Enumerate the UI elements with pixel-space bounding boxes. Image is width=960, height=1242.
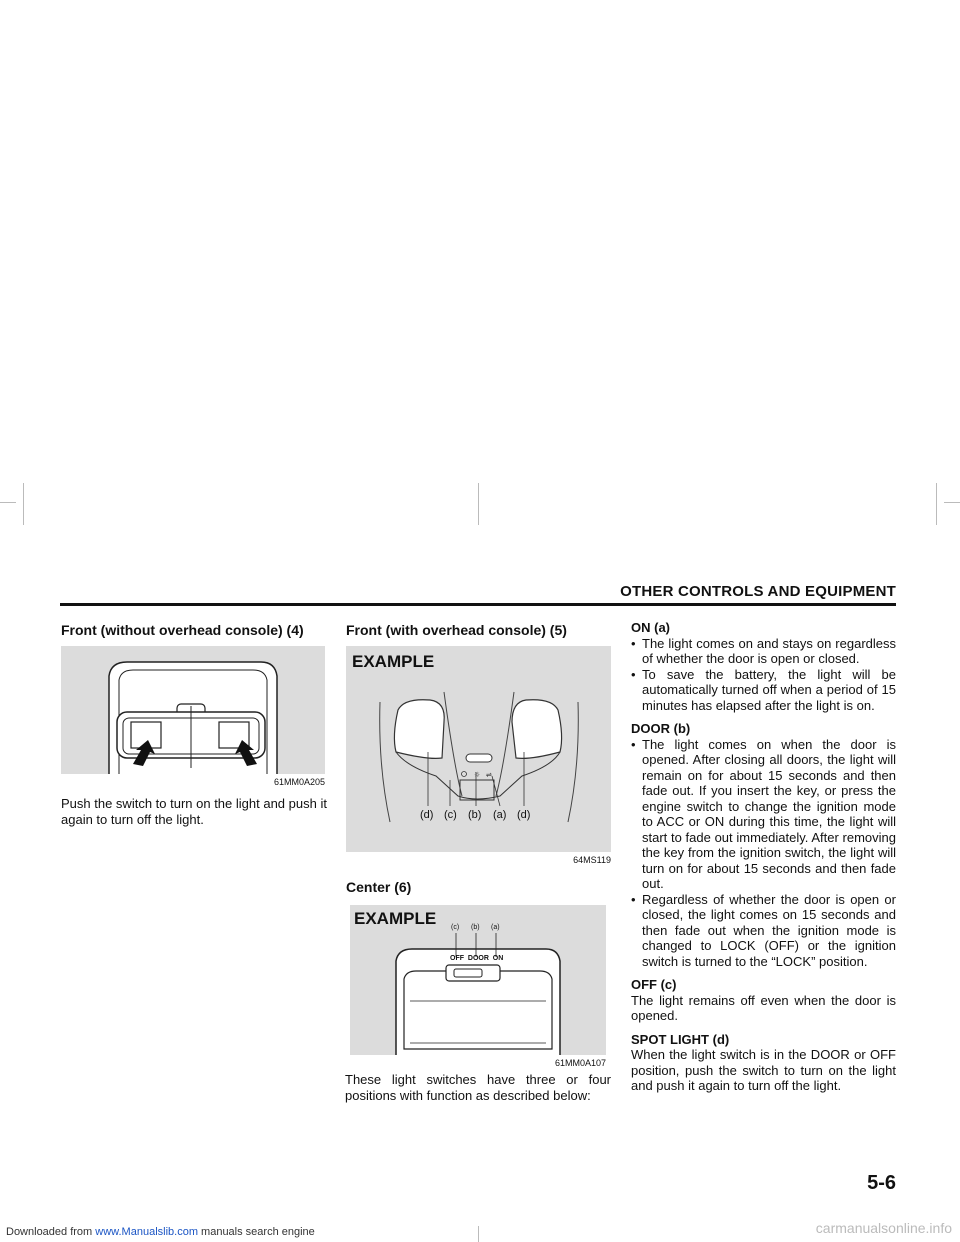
- page-number: 5-6: [867, 1172, 896, 1194]
- col1-heading: Front (without overhead console) (4): [61, 622, 304, 638]
- overhead-console-illustration: [346, 646, 611, 852]
- callout-label-c: (c): [451, 924, 460, 931]
- section-title: OTHER CONTROLS AND EQUIPMENT: [620, 583, 896, 600]
- example-label: EXAMPLE: [354, 909, 437, 928]
- off-title: OFF (c): [631, 977, 677, 992]
- switch-positions-label: OFF DOOR ON: [450, 955, 504, 962]
- footer-suffix: manuals search engine: [197, 1226, 315, 1238]
- watermark: carmanualsonline.info: [815, 1220, 952, 1236]
- center-light-figure: [350, 905, 606, 1055]
- door-title: DOOR (b): [631, 721, 691, 736]
- callout-label-d: (d): [517, 809, 531, 821]
- callout-label-d: (d): [420, 809, 434, 821]
- crop-mark: [0, 502, 16, 503]
- callout-label-a: (a): [493, 809, 507, 821]
- col1-text: Push the switch to turn on the light and push it again to turn off the light.: [61, 796, 327, 827]
- figure-id: 61MM0A107: [554, 1058, 606, 1068]
- list-item: • To save the battery, the light will be automatically turned off when a period of 15 minutes has elapsed after the light is on.: [631, 667, 896, 714]
- svg-text:⇌: ⇌: [486, 771, 492, 779]
- callout-label-b: (b): [471, 924, 480, 931]
- list-item: • The light comes on when the door is opened. After closing all doors, the light will remain on for about 15 seconds and then fade out. If you insert the key, or press the engine switch to change the ignition mode to ACC or ON during this time, the light will start to fade out immediately. After removing the key from the ignition switch, the light will turn on for about 15 seconds and then fade out.: [631, 737, 896, 892]
- callout-label-b: (b): [468, 809, 482, 821]
- list-item: • The light comes on and stays on regardless of whether the door is open or closed.: [631, 636, 896, 667]
- crop-mark: [936, 483, 937, 525]
- col2-heading-front: Front (with overhead console) (5): [346, 622, 567, 638]
- door-list: [631, 737, 896, 970]
- col2-heading-center: Center (6): [346, 879, 412, 895]
- off-text: The light remains off even when the door is opened.: [631, 992, 896, 1023]
- callout-label-c: (c): [444, 809, 457, 821]
- footer-prefix: Downloaded from: [6, 1226, 96, 1238]
- svg-text:☼: ☼: [474, 771, 481, 779]
- col2-text: These light switches have three or four positions with function as described below:: [345, 1072, 611, 1103]
- figure-id: 61MM0A205: [273, 777, 325, 787]
- on-list: [631, 636, 896, 714]
- crop-mark: [478, 483, 479, 525]
- manualslib-link[interactable]: www.Manualslib.com: [95, 1226, 198, 1238]
- crop-mark: [23, 483, 24, 525]
- crop-mark: [944, 502, 960, 503]
- front-light-illustration: [61, 646, 325, 774]
- callout-label-a: (a): [491, 924, 500, 931]
- example-label: EXAMPLE: [352, 652, 435, 671]
- switch-positions-description: [631, 620, 896, 1102]
- download-footer: [6, 1226, 315, 1238]
- header-rule: [60, 603, 896, 606]
- list-item: • Regardless of whether the door is open or closed, the light comes on 15 seconds and then fade out when the ignition mode is changed to LOCK (OFF) or the ignition switch is turned to the “LOCK” position.: [631, 892, 896, 970]
- overhead-console-figure: [346, 646, 611, 852]
- on-title: ON (a): [631, 620, 670, 635]
- spot-light-text: When the light switch is in the DOOR or OFF position, push the switch to turn on the light and push it again to turn off the light.: [631, 1047, 896, 1093]
- front-light-figure: [61, 646, 325, 774]
- spot-light-title: SPOT LIGHT (d): [631, 1031, 730, 1047]
- figure-id: 64MS119: [573, 855, 611, 865]
- crop-mark: [478, 1226, 479, 1242]
